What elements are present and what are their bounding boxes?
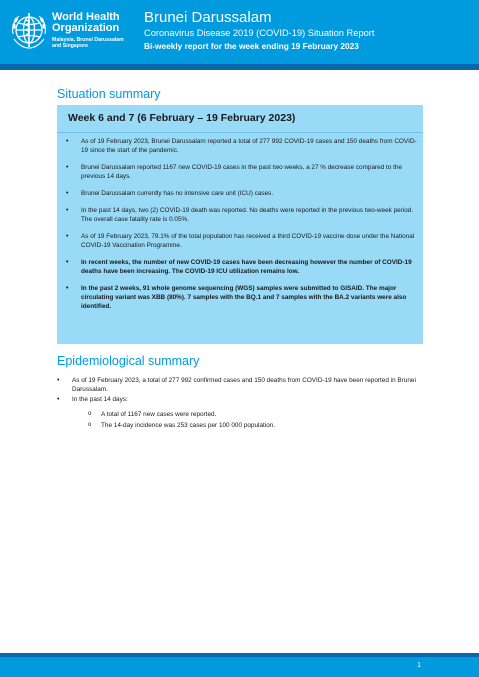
list-item: • Brunei Darussalam reported 1167 new COVID-19 cases in the past two weeks, a 27 % decrease compared to the previous 14 days.	[81, 163, 417, 181]
list-item: o A total of 1167 new cases were reported.	[101, 410, 421, 419]
list-item: • In the past 14 days, two (2) COVID-19 death was reported. No deaths were reported in the previous two-week period. The overall case fatality rate is 0.05%.	[81, 206, 417, 224]
summary-box-divider	[57, 132, 423, 133]
list-item: • As of 19 February 2023, 79.1% of the total population has received a third COVID-19 vaccine dose under the National COVID-19 Vaccination Programme.	[81, 232, 417, 250]
footer-stripe	[0, 653, 479, 657]
list-item: • Brunei Darussalam currently has no intensive care unit (ICU) cases.	[81, 189, 417, 198]
country-title: Brunei Darussalam	[144, 9, 272, 26]
epidemiological-summary-title: Epidemiological summary	[57, 354, 200, 368]
epidemiological-sub-list	[101, 410, 421, 432]
list-item: • In the past 2 weeks, 91 whole genome sequencing (WGS) samples were submitted to GISAID. The major circulating variant was XBB (80%). 7 samples with the BQ.1 and 7 samples with the BA.2 variants were also identified.	[81, 284, 417, 311]
list-item: • As of 19 February 2023, Brunei Darussalam reported a total of 277 992 COVID-19 cases and 150 deaths from COVID-19 since the start of the pandemic.	[81, 137, 417, 155]
list-item: o The 14-day incidence was 253 cases per 100 000 population.	[101, 421, 421, 430]
page-number: 1	[417, 662, 421, 669]
situation-bullet-list	[81, 137, 417, 319]
list-item: • As of 19 February 2023, a total of 277 992 confirmed cases and 150 deaths from COVID-19 have been reported in Brunei Darussalam.	[72, 376, 424, 394]
org-sub-line1: Malaysia, Brunei Darussalam	[52, 37, 124, 43]
summary-box-title: Week 6 and 7 (6 February – 19 February 2023)	[68, 112, 296, 124]
list-item: • In recent weeks, the number of new COVID-19 cases have been decreasing however the number of COVID-19 deaths have been increasing. The COVID-19 ICU utilization remains low.	[81, 258, 417, 276]
report-header	[0, 0, 479, 64]
org-subtitle	[52, 37, 124, 50]
list-item: • In the past 14 days:	[72, 395, 424, 404]
report-week: Bi-weekly report for the week ending 19 February 2023	[144, 41, 359, 51]
header-stripe	[0, 64, 479, 70]
situation-summary-title: Situation summary	[57, 87, 161, 101]
org-name-line1: World Health	[52, 11, 120, 23]
org-name-line2: Organization	[52, 22, 120, 34]
situation-summary-box	[57, 105, 423, 344]
report-title: Coronavirus Disease 2019 (COVID-19) Situation Report	[144, 28, 375, 38]
org-name	[52, 12, 120, 34]
who-emblem-icon	[8, 9, 50, 51]
epidemiological-bullet-list	[72, 376, 424, 405]
org-sub-line2: and Singapore	[52, 43, 89, 50]
